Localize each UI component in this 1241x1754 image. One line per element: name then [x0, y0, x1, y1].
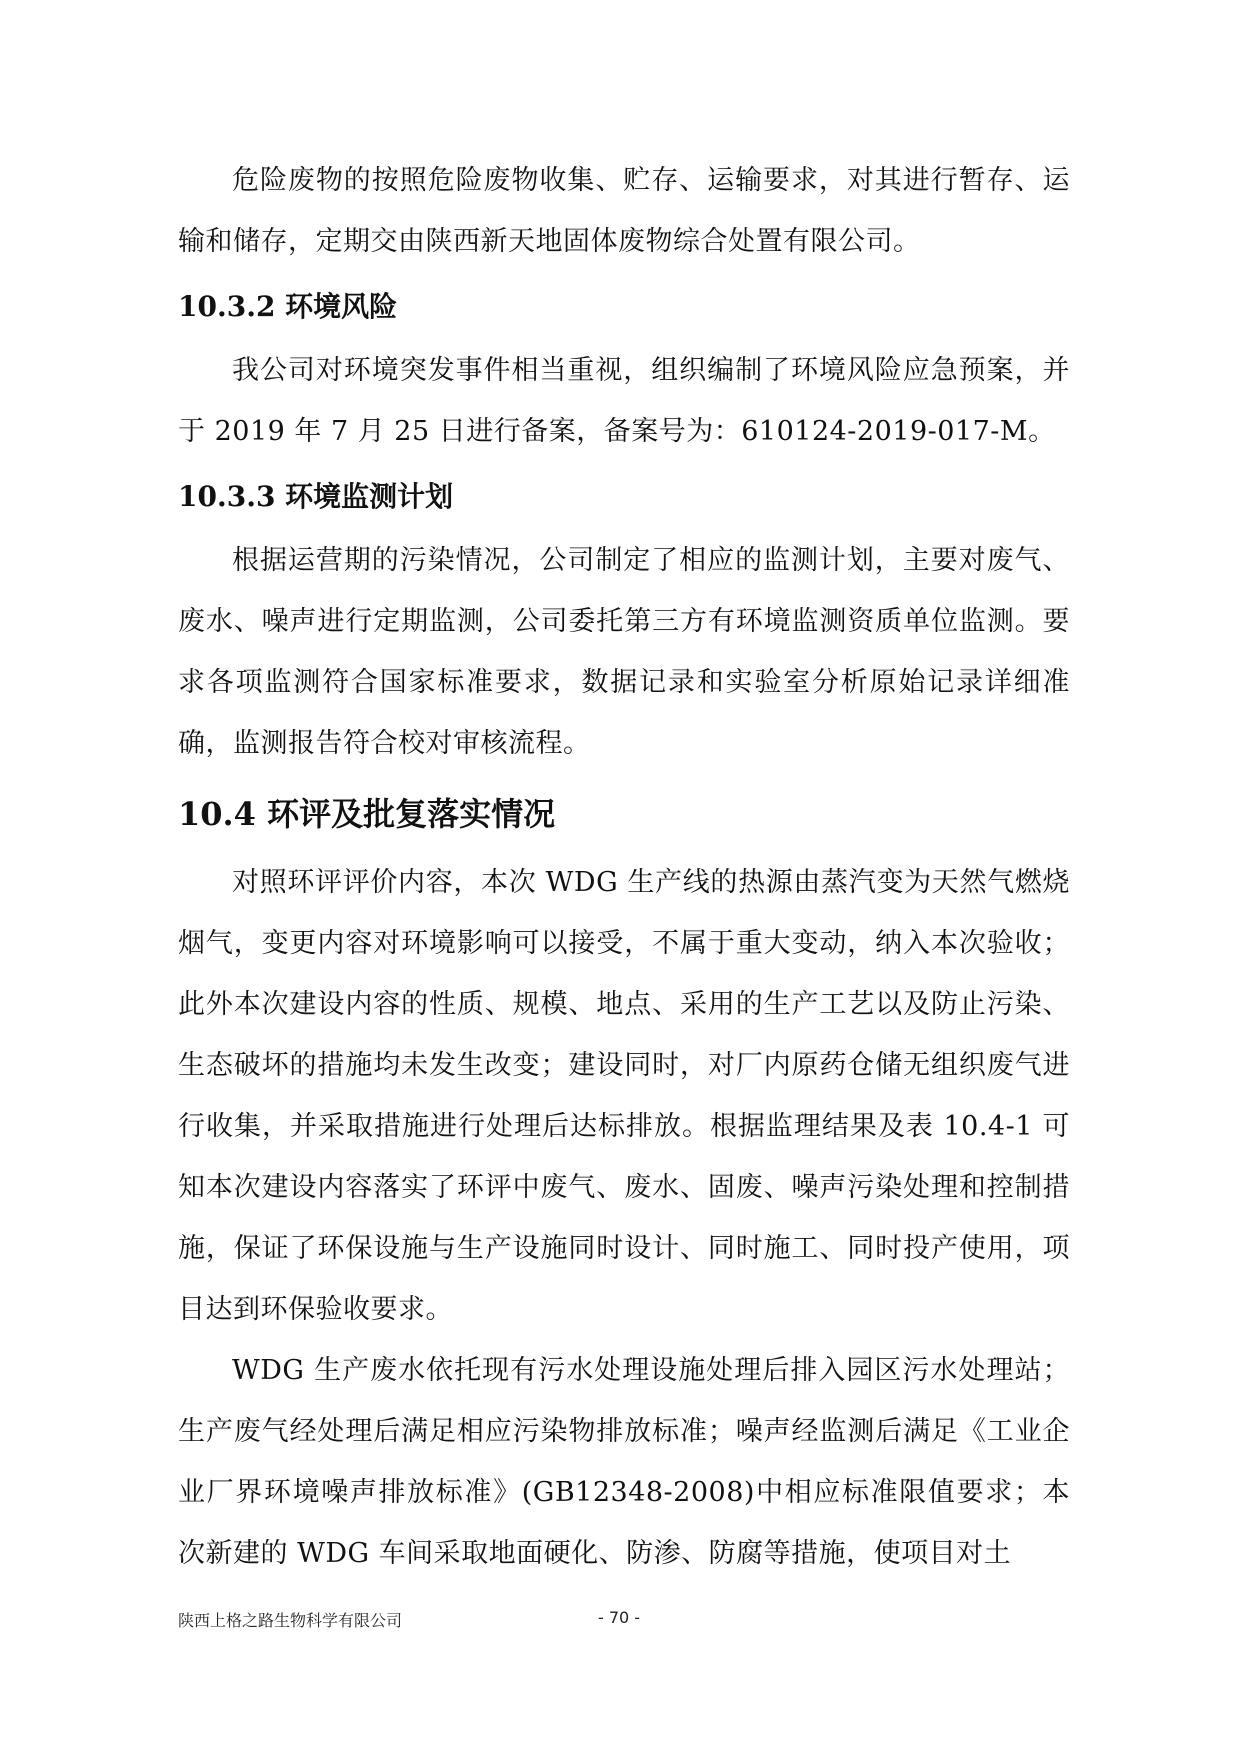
- paragraph-monitoring-plan: 根据运营期的污染情况，公司制定了相应的监测计划，主要对废气、废水、噪声进行定期监测，公司委托第三方有环境监测资质单位监测。要求各项监测符合国家标准要求，数据记录和实验室分析原始记录详细准确，监测报告符合校对审核流程。: [178, 545, 1070, 759]
- footer-page-number: - 70 -: [598, 1608, 641, 1627]
- paragraph-wdg-measures: WDG 生产废水依托现有污水处理设施处理后排入园区污水处理站；生产废气经处理后满足相应污染物排放标准；噪声经监测后满足《工业企业厂界环境噪声排放标准》(GB12348-2008)中相应标准限值要求；本次新建的 WDG 车间采取地面硬化、防渗、防腐等措施，使项目对土: [178, 1355, 1070, 1569]
- paragraph-environmental-risk: 我公司对环境突发事件相当重视，组织编制了环境风险应急预案，并于 2019 年 7 月 25 日进行备案，备案号为：610124-2019-017-M。: [178, 355, 1070, 447]
- document-body: [178, 150, 1070, 1584]
- heading-10-3-2: 10.3.2 环境风险: [178, 290, 398, 323]
- paragraph-hazardous-waste: 危险废物的按照危险废物收集、贮存、运输要求，对其进行暂存、运输和储存，定期交由陕西新天地固体废物综合处置有限公司。: [178, 165, 1070, 257]
- paragraph-eia-implementation: 对照环评评价内容，本次 WDG 生产线的热源由蒸汽变为天然气燃烧烟气，变更内容对环境影响可以接受，不属于重大变动，纳入本次验收；此外本次建设内容的性质、规模、地点、采用的生产工艺以及防止污染、生态破坏的措施均未发生改变；建设同时，对厂内原药仓储无组织废气进行收集，并采取措施进行处理后达标排放。根据监理结果及表 10.4-1 可知本次建设内容落实了环评中废气、废水、固废、噪声污染处理和控制措施，保证了环保设施与生产设施同时设计、同时施工、同时投产使用，项目达到环保验收要求。: [178, 867, 1070, 1325]
- heading-10-3-3: 10.3.3 环境监测计划: [178, 480, 454, 513]
- heading-10-4: 10.4 环评及批复落实情况: [178, 795, 556, 833]
- footer-company: 陕西上格之路生物科学有限公司: [178, 1611, 403, 1630]
